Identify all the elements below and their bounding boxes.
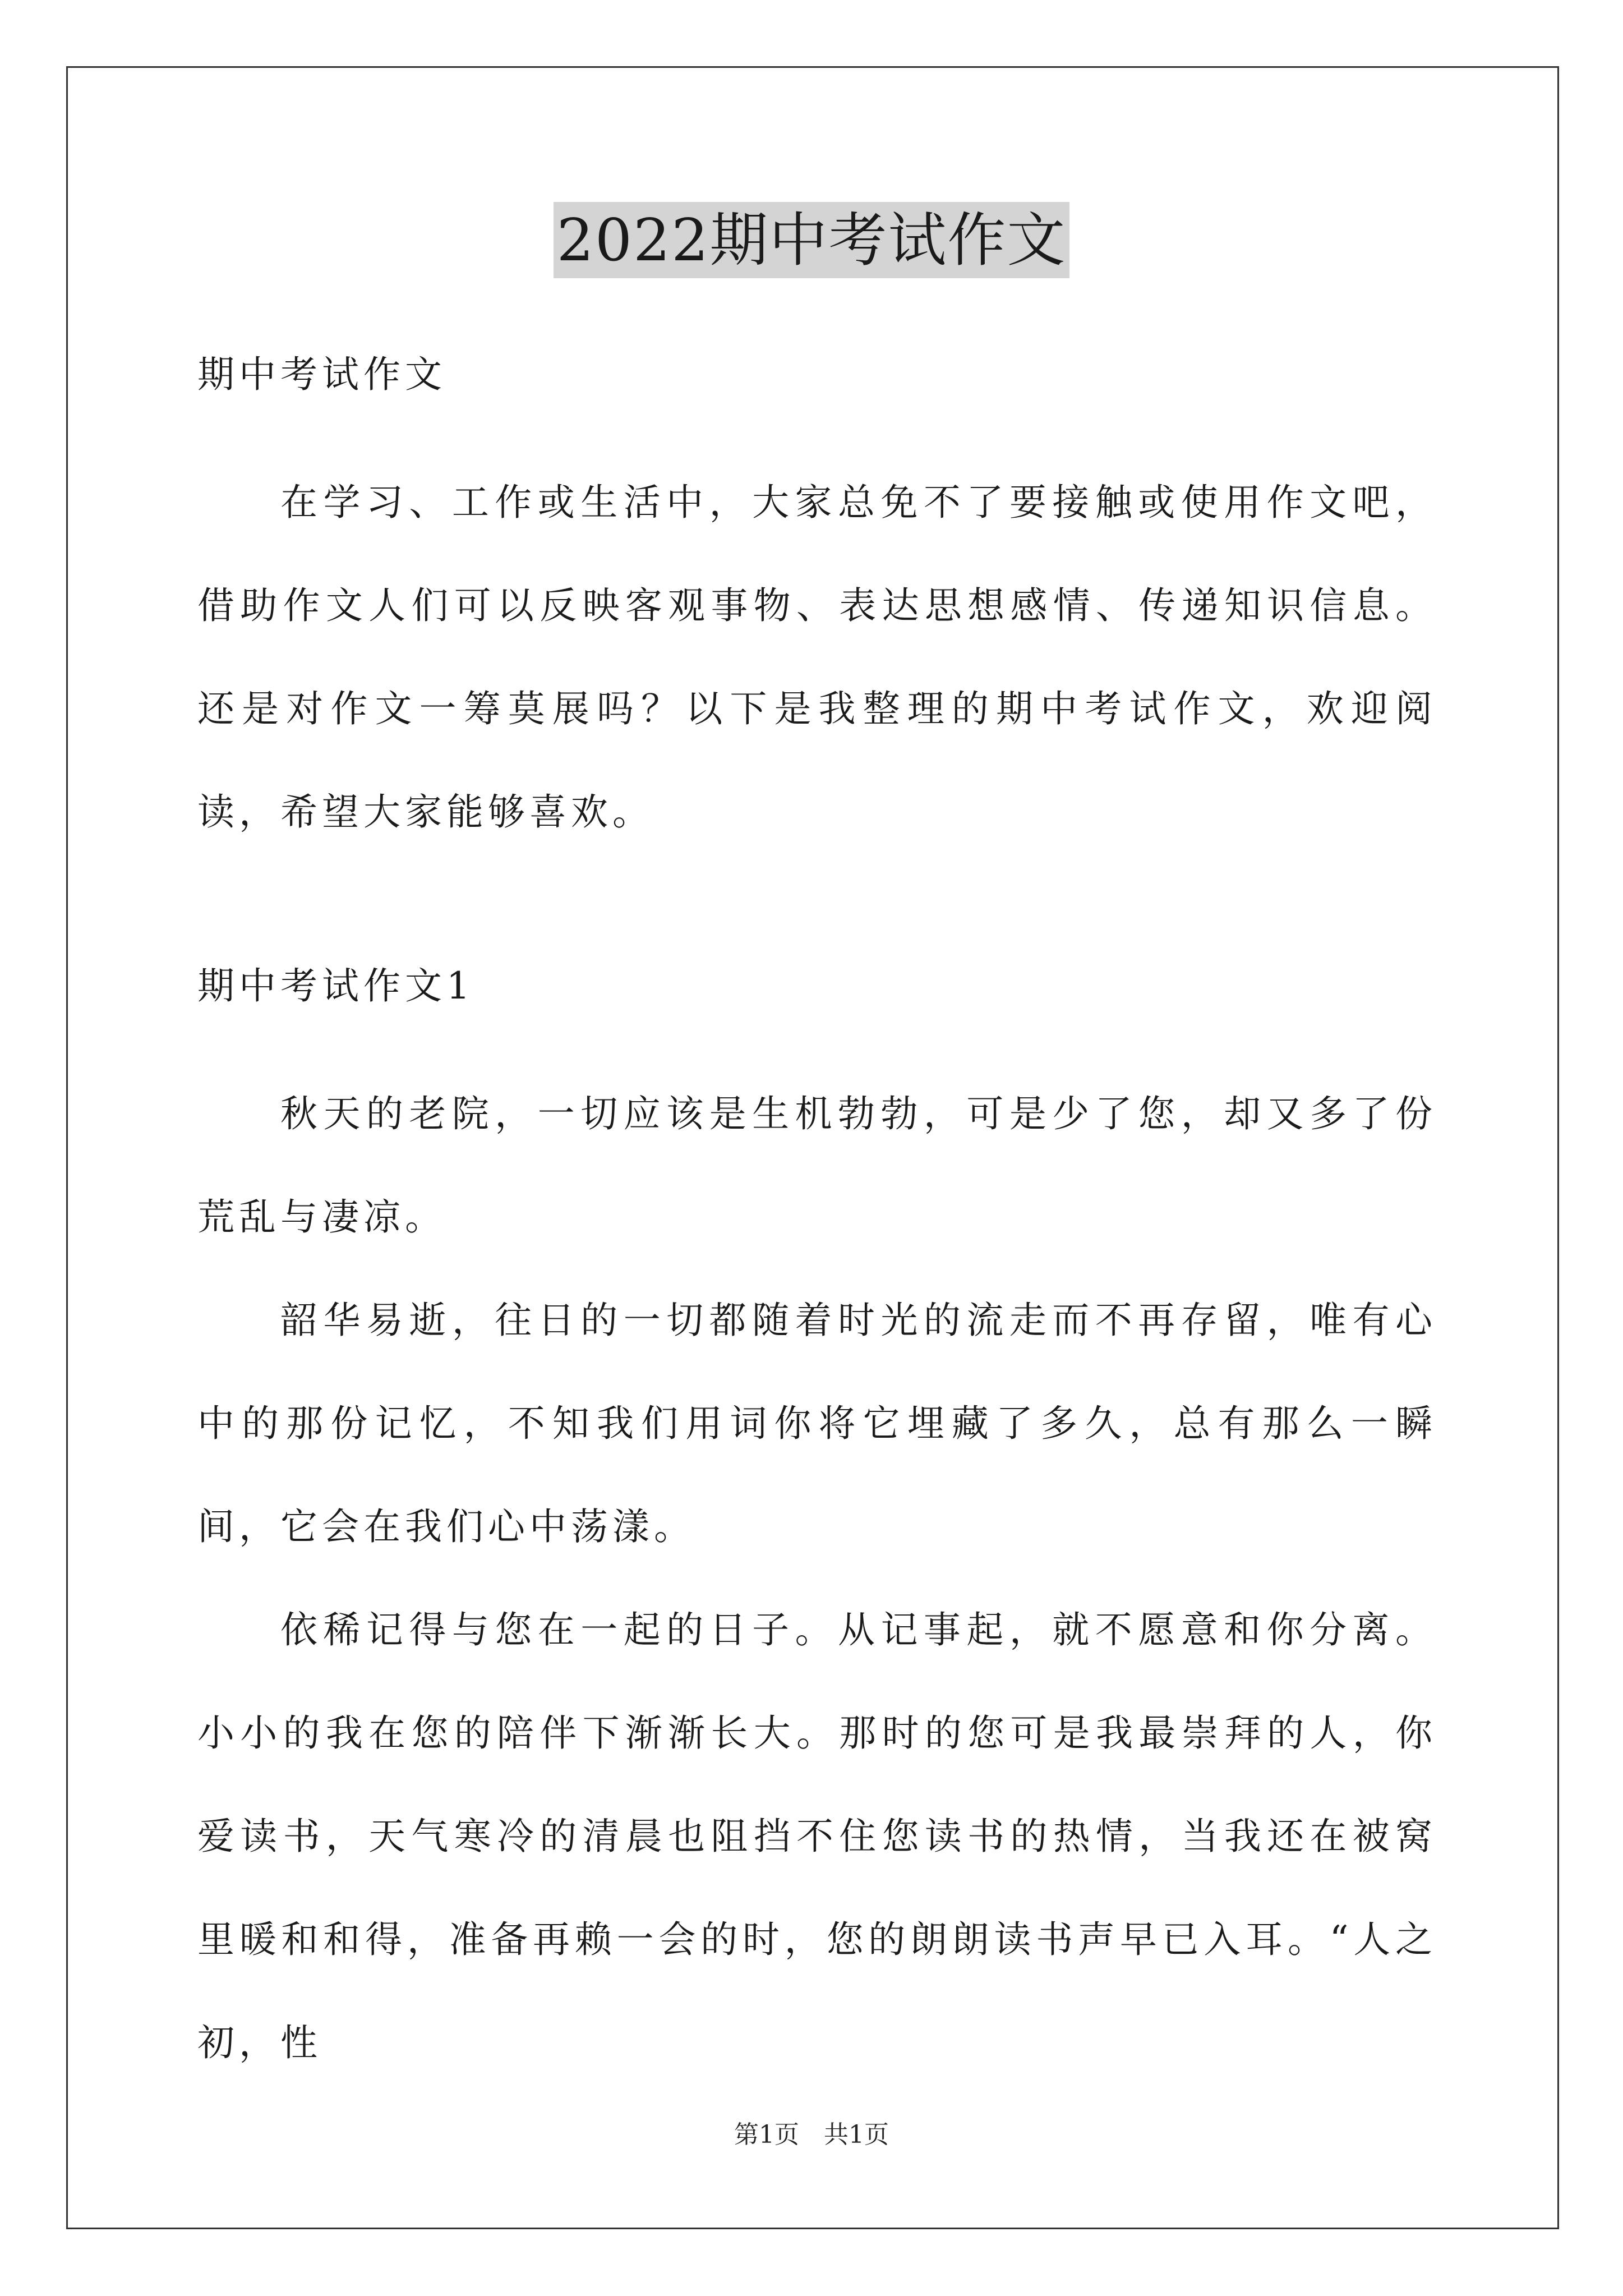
spacer	[197, 402, 1437, 451]
document-body	[197, 348, 1437, 2095]
document-heading: 期中考试作文	[197, 353, 446, 396]
body-paragraph: 韶华易逝，往日的一切都随着时光的流走而不再存留，唯有心中的那份记忆，不知我们用词你将它埋藏了多久，总有那么一瞬间，它会在我们心中荡漾。	[197, 1299, 1437, 1548]
spacer	[197, 864, 1437, 959]
document-title: 2022期中考试作文	[554, 202, 1070, 278]
page-footer: 第1页 共1页	[734, 2120, 889, 2149]
body-paragraph: 依稀记得与您在一起的日子。从记事起，就不愿意和你分离。小小的我在您的陪伴下渐渐长大。那时的您可是我最崇拜的人，你爱读书，天气寒冷的清晨也阻挡不住您读书的热情，当我还在被窝里暖和和得，准备再赖一会的时，您的朗朗读书声早已入耳。“人之初，性	[197, 1608, 1437, 2064]
intro-paragraph: 在学习、工作或生活中，大家总免不了要接触或使用作文吧，借助作文人们可以反映客观事物、表达思想感情、传递知识信息。还是对作文一筹莫展吗？以下是我整理的期中考试作文，欢迎阅读，希望大家能够喜欢。	[197, 481, 1437, 834]
spacer	[197, 1013, 1437, 1062]
section-heading: 期中考试作文1	[197, 964, 474, 1007]
title-container	[0, 202, 1623, 278]
body-paragraph: 秋天的老院，一切应该是生机勃勃，可是少了您，却又多了份荒乱与凄凉。	[197, 1092, 1437, 1239]
